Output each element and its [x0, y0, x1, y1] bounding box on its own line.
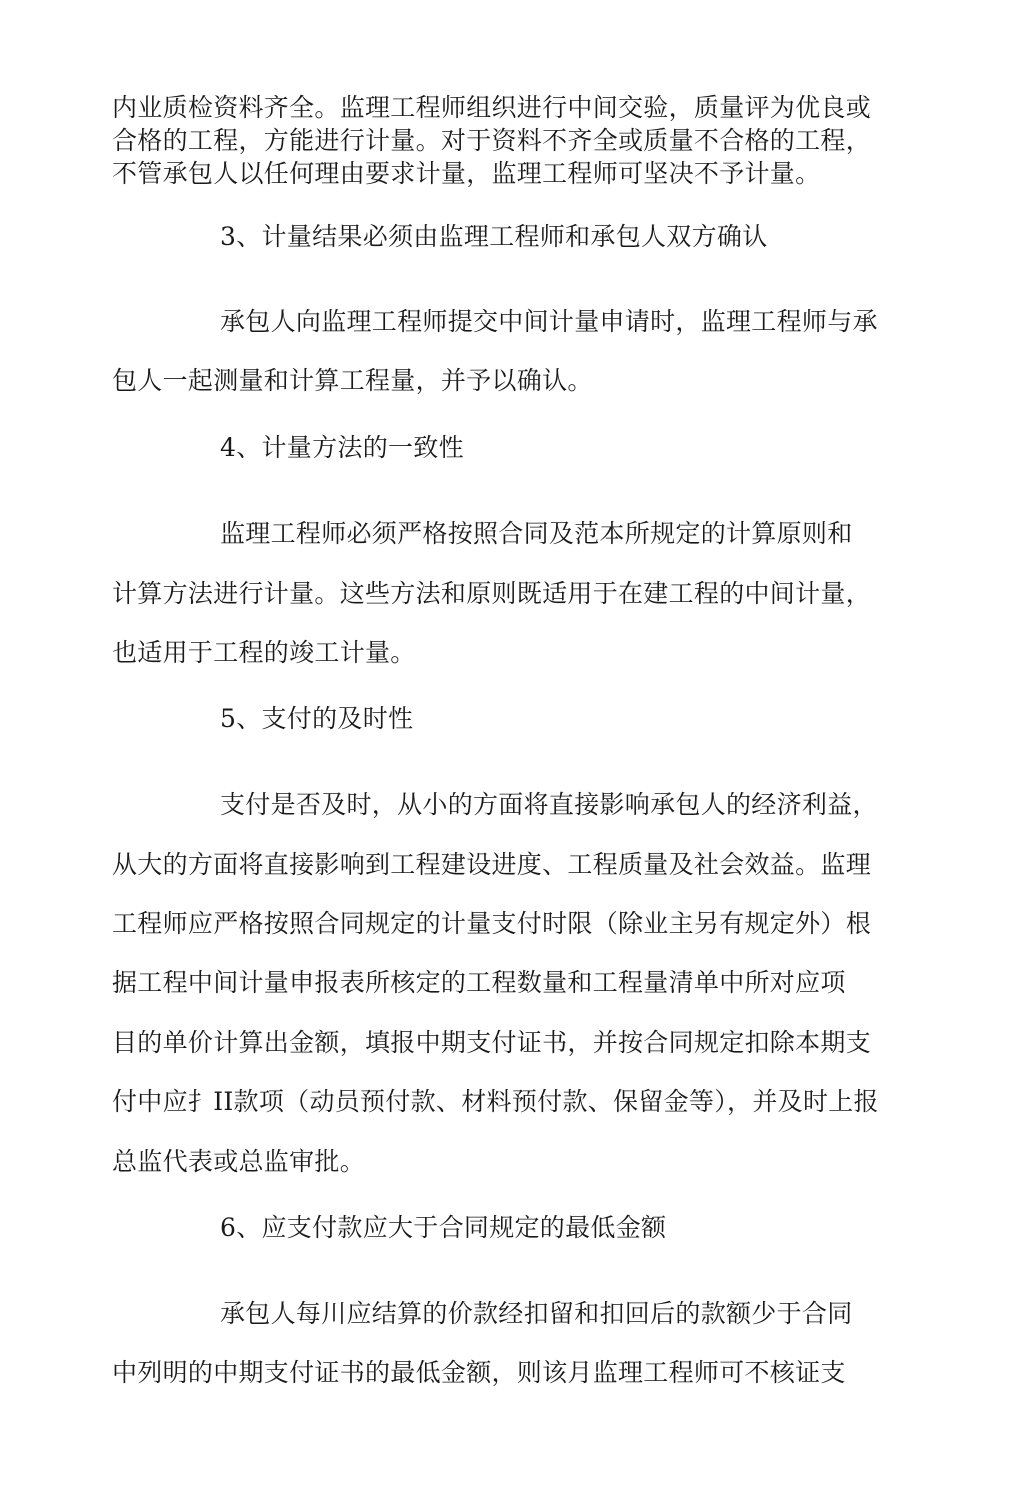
section-heading-3: 3、计量结果必须由监理工程师和承包人双方确认: [220, 222, 768, 251]
paragraph-line: 合格的工程，方能进行计量。对于资料不齐全或质量不合格的工程，: [112, 126, 872, 155]
paragraph-line: 支付是否及时，从小的方面将直接影响承包人的经济利益，: [220, 790, 878, 819]
paragraph-line: 承包人向监理工程师提交中间计量申请时，监理工程师与承: [220, 307, 878, 336]
paragraph-line: 计算方法进行计量。这些方法和原则既适用于在建工程的中间计量，: [112, 579, 872, 608]
paragraph-line: 不管承包人以任何理由要求计量，监理工程师可坚决不予计量。: [112, 159, 821, 188]
paragraph-line: 内业质检资料齐全。监理工程师组织进行中间交验，质量评为优良或: [112, 93, 872, 122]
section-heading-4: 4、计量方法的一致性: [220, 433, 464, 462]
paragraph-line: 付中应扌II款项（动员预付款、材料预付款、保留金等），并及时上报: [112, 1087, 879, 1116]
paragraph-line: 中列明的中期支付证书的最低金额，则该月监理工程师可不核证支: [112, 1358, 846, 1387]
paragraph-line: 目的单价计算出金额，填报中期支付证书，并按合同规定扣除本期支: [112, 1028, 872, 1057]
paragraph-line: 工程师应严格按照合同规定的计量支付时限（除业主另有规定外）根: [112, 909, 872, 938]
section-heading-5: 5、支付的及时性: [220, 704, 414, 733]
paragraph-line: 总监代表或总监审批。: [112, 1147, 366, 1176]
paragraph-line: 据工程中间计量申报表所核定的工程数量和工程量清单中所对应项: [112, 968, 846, 997]
section-heading-6: 6、应支付款应大于合同规定的最低金额: [220, 1213, 667, 1242]
paragraph-line: 也适用于工程的竣工计量。: [112, 638, 416, 667]
paragraph-line: 承包人每川应结算的价款经扣留和扣回后的款额少于合同: [220, 1299, 853, 1328]
paragraph-line: 从大的方面将直接影响到工程建设进度、工程质量及社会效益。监理: [112, 850, 872, 879]
paragraph-line: 包人一起测量和计算工程量，并予以确认。: [112, 366, 593, 395]
paragraph-line: 监理工程师必须严格按照合同及范本所规定的计算原则和: [220, 519, 853, 548]
